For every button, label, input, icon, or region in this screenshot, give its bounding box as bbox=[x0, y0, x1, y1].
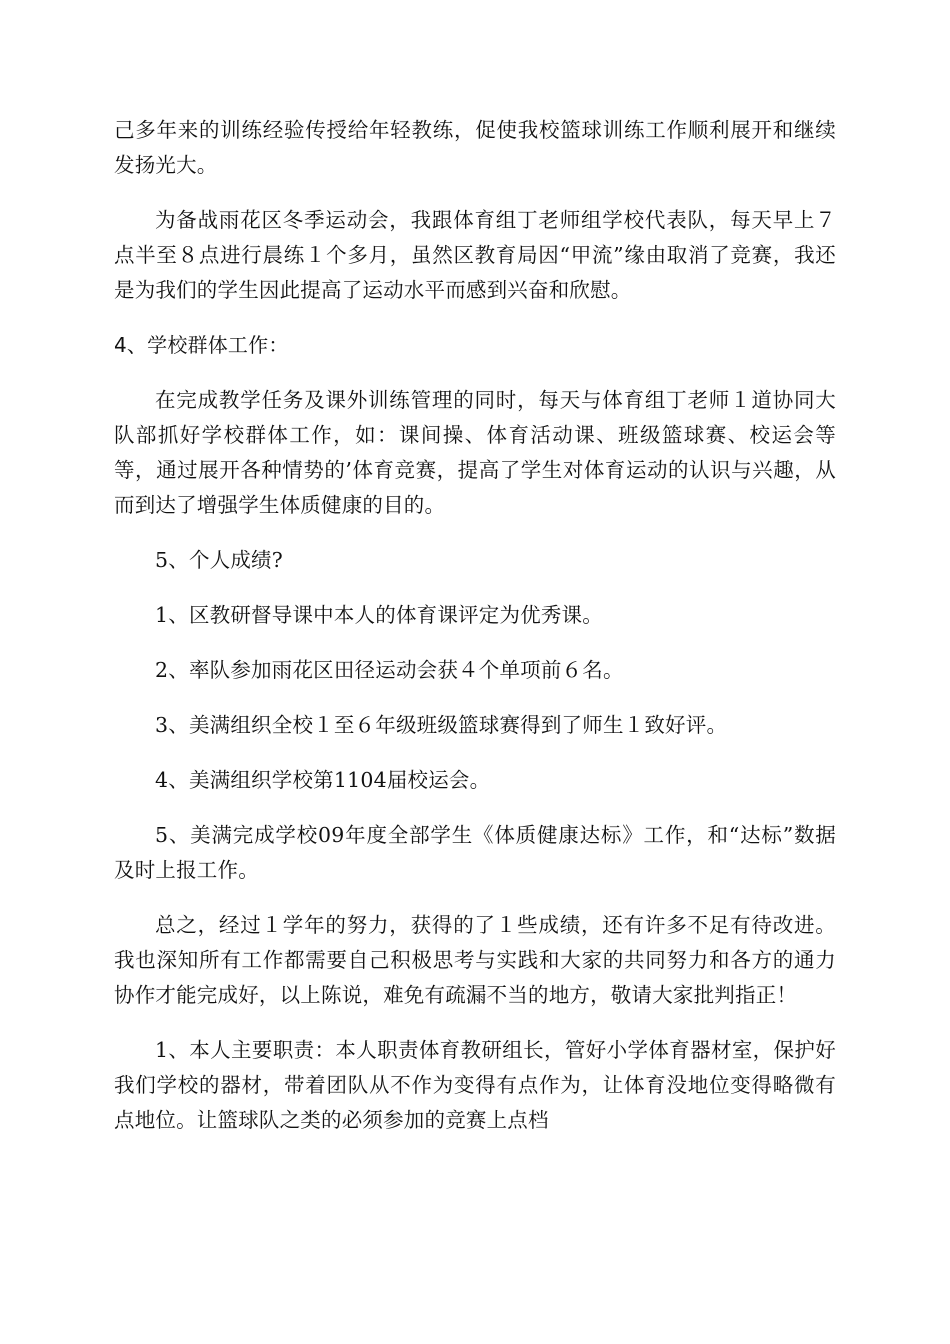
list-item-result-2: 2、率队参加雨花区田径运动会获４个单项前６名。 bbox=[155, 658, 624, 682]
paragraph-winter-games: 为备战雨花区冬季运动会，我跟体育组丁老师组学校代表队，每天早上７点半至８点进行晨练１个多月，虽然区教育局因“甲流”缘由取消了竞赛，我还是为我们的学生因此提高了运动水平而感到兴奋和欣慰。 bbox=[114, 208, 836, 302]
paragraph-duties: 1、本人主要职责：本人职责体育教研组长，管好小学体育器材室，保护好我们学校的器材，带着团队从不作为变得有点作为，让体育没地位变得略微有点地位。让篮球队之类的必须参加的竞赛上点档 bbox=[114, 1038, 836, 1132]
paragraph-summary: 总之，经过１学年的努力，获得的了１些成绩，还有许多不足有待改进。我也深知所有工作都需要自己积极思考与实践和大家的共同努力和各方的通力协作才能完成好，以上陈说，难免有疏漏不当的地方，敬请大家批判指正！ bbox=[114, 913, 836, 1007]
section-heading-personal-results: 5、个人成绩? bbox=[155, 548, 283, 572]
list-item-result-1: 1、区教研督导课中本人的体育课评定为优秀课。 bbox=[155, 603, 603, 627]
list-item-result-3: 3、美满组织全校１至６年级班级篮球赛得到了师生１致好评。 bbox=[155, 713, 728, 737]
paragraph-continuation: 己多年来的训练经验传授给年轻教练，促使我校篮球训练工作顺利展开和继续发扬光大。 bbox=[114, 118, 836, 177]
list-item-result-5: 5、美满完成学校09年度全部学生《体质健康达标》工作，和“达标”数据及时上报工作。 bbox=[114, 823, 836, 882]
section-heading-group-work: 4、学校群体工作： bbox=[114, 333, 289, 357]
list-item-result-4: 4、美满组织学校第1104届校运会。 bbox=[155, 768, 491, 792]
document-body bbox=[114, 113, 836, 1158]
paragraph-group-work: 在完成教学任务及课外训练管理的同时，每天与体育组丁老师１道协同大队部抓好学校群体工作，如：课间操、体育活动课、班级篮球赛、校运会等等，通过展开各种情势的’体育竞赛，提高了学生对体育运动的认识与兴趣，从而到达了增强学生体质健康的目的。 bbox=[114, 388, 836, 517]
